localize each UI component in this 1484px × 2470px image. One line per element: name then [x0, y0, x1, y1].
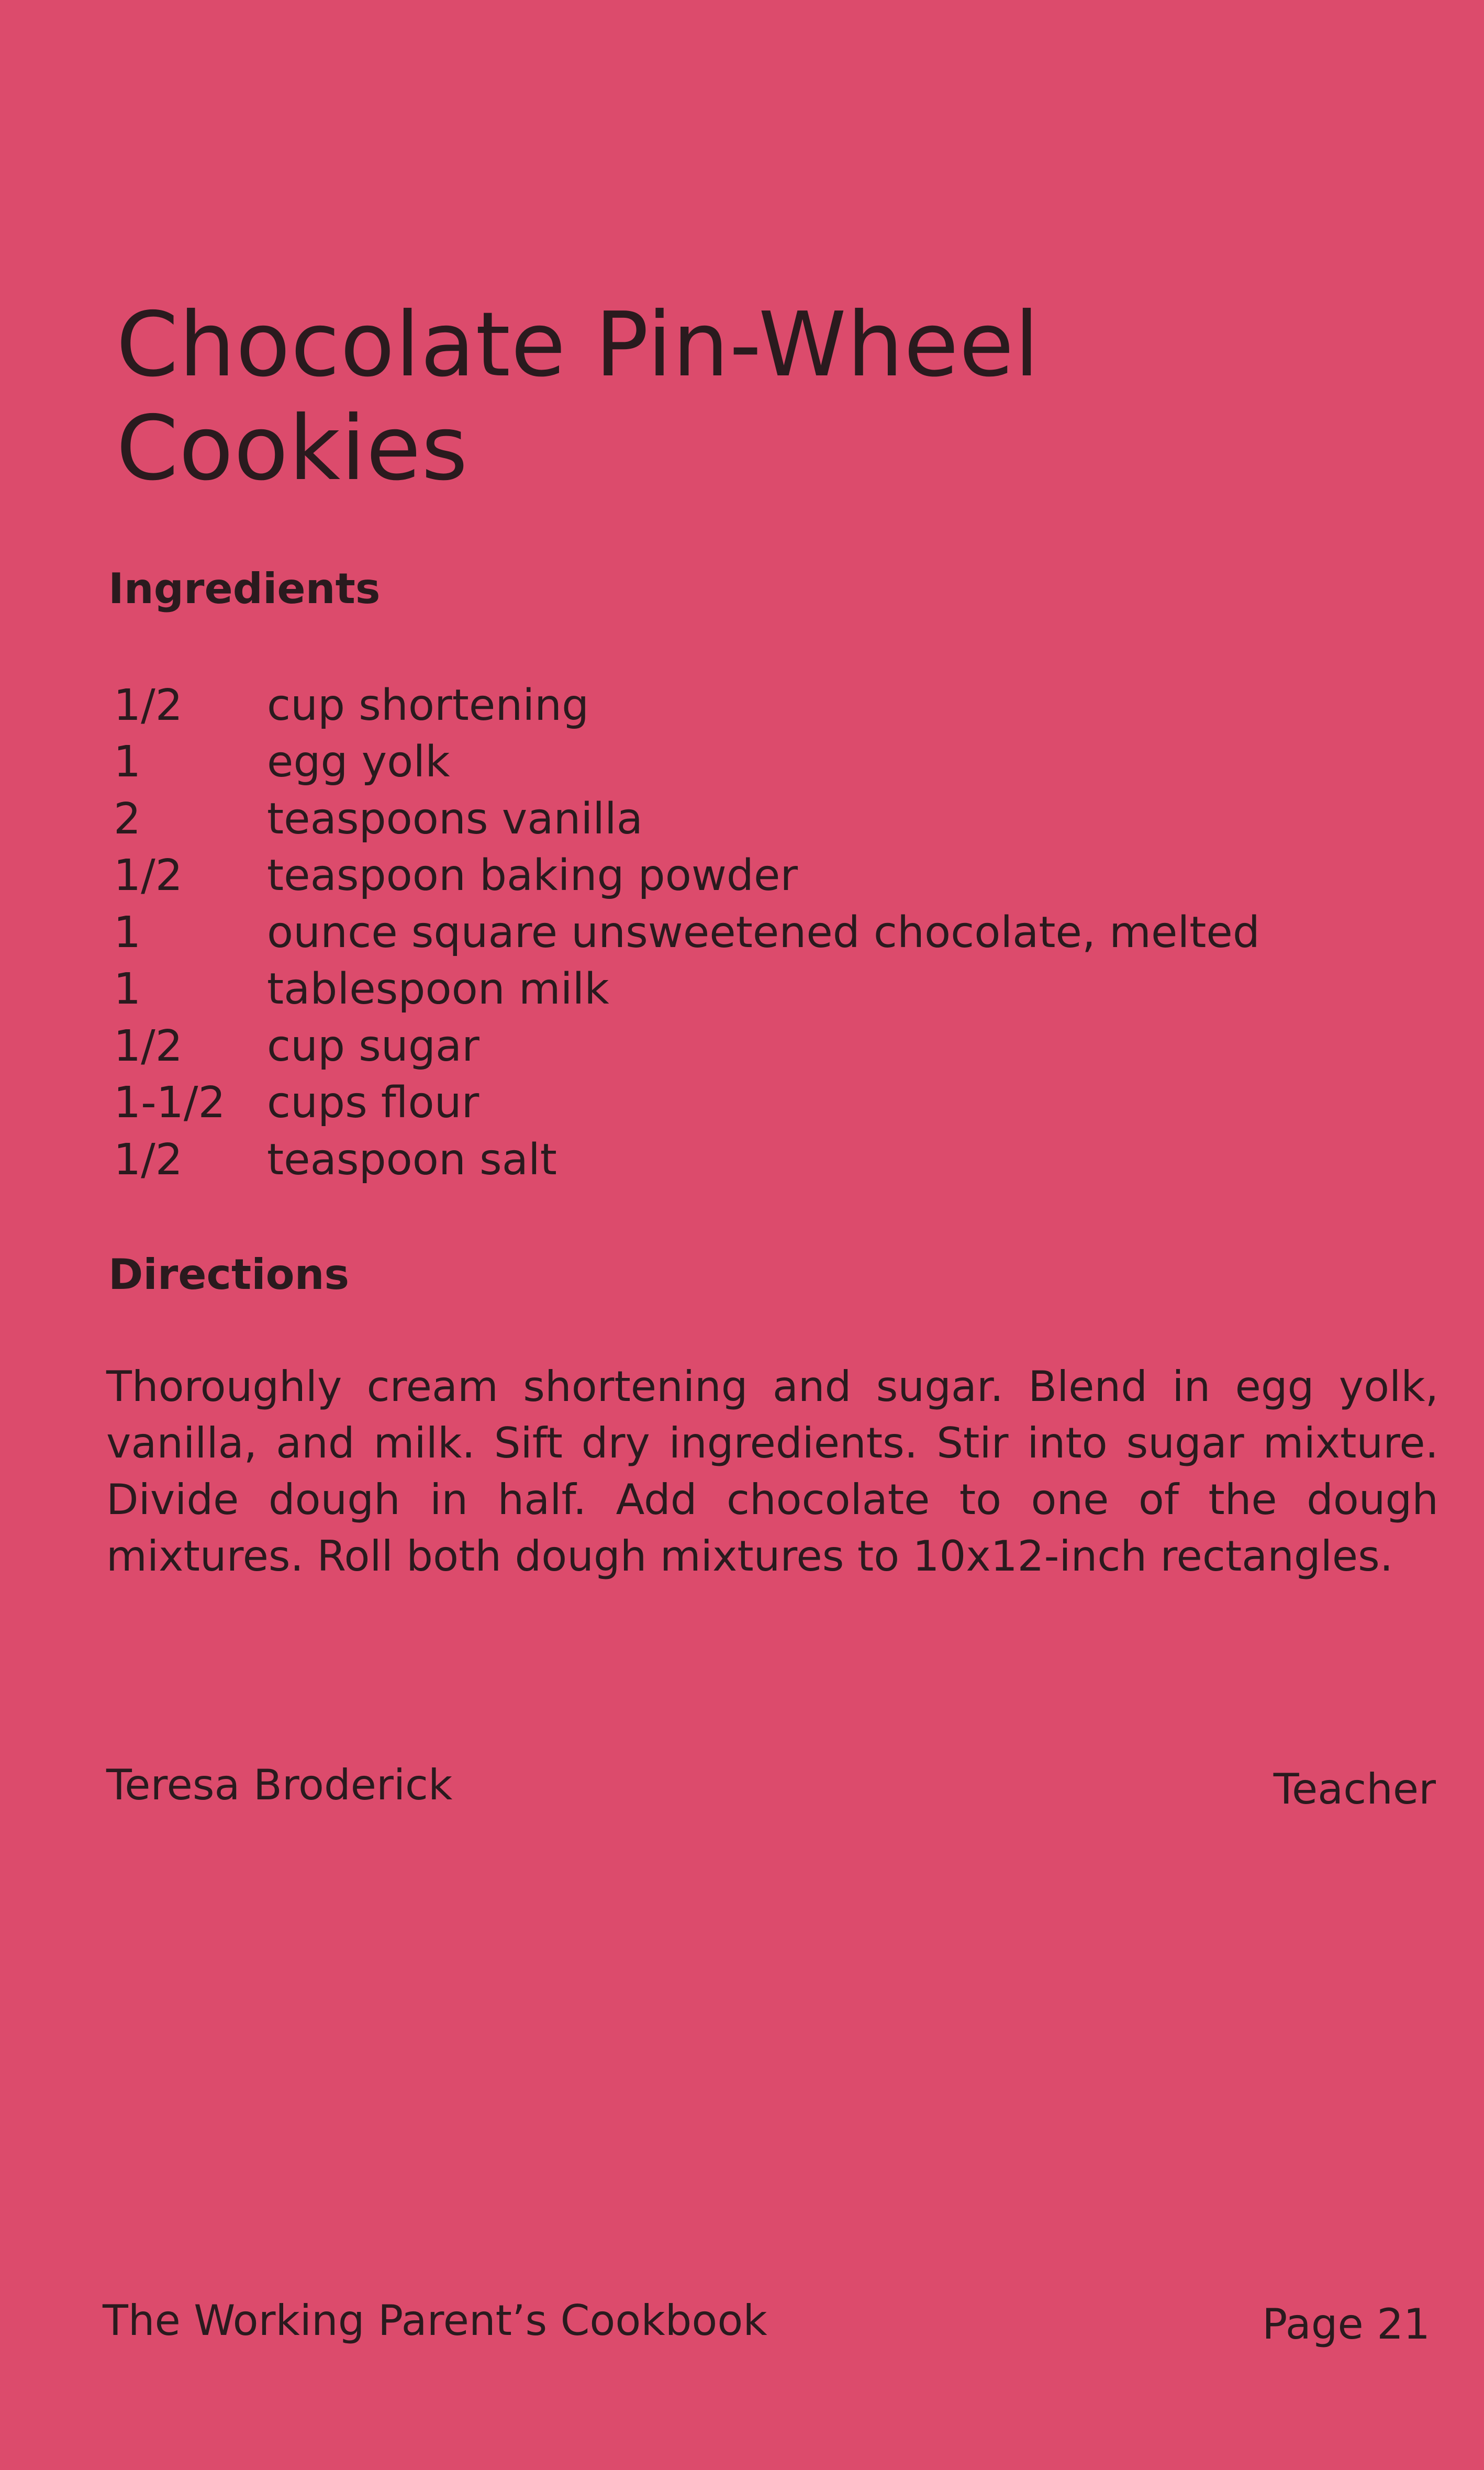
footer-page-number: Page 21	[1262, 2300, 1430, 2349]
ingredient-quantity: 1/2	[114, 1134, 183, 1185]
ingredient-name: egg yolk	[267, 737, 450, 787]
recipe-title-line-2: Cookies	[116, 397, 468, 500]
ingredient-name: cup shortening	[267, 680, 589, 730]
ingredient-quantity: 2	[114, 794, 141, 844]
ingredients-list	[114, 677, 1396, 1188]
ingredient-name: ounce square unsweetened chocolate, melted	[267, 907, 1260, 958]
ingredient-row	[114, 904, 1396, 961]
ingredient-quantity: 1	[114, 964, 141, 1015]
contributor-role: Teacher	[1273, 1765, 1436, 1813]
ingredient-quantity: 1/2	[114, 851, 183, 901]
ingredient-quantity: 1	[114, 907, 141, 958]
ingredient-name: cup sugar	[267, 1021, 479, 1071]
ingredients-heading: Ingredients	[108, 564, 381, 613]
ingredient-name: teaspoon salt	[267, 1134, 557, 1185]
ingredient-name: teaspoons vanilla	[267, 794, 643, 844]
contributor-name: Teresa Broderick	[106, 1761, 453, 1809]
ingredient-quantity: 1/2	[114, 1021, 183, 1071]
recipe-title	[116, 293, 1320, 500]
ingredient-quantity: 1	[114, 737, 141, 787]
ingredient-row	[114, 791, 1396, 848]
ingredient-name: tablespoon milk	[267, 964, 609, 1015]
ingredient-name: cups flour	[267, 1078, 479, 1128]
ingredient-quantity: 1-1/2	[114, 1078, 226, 1128]
directions-text: Thoroughly cream shortening and sugar. Blend in egg yolk, vanilla, and milk. Sift dry ingredients. Stir into sugar mixture. Divide dough in half. Add chocolate to one of the dough mixtures. Roll both dough mixtures to 10x12-inch rectangles.	[106, 1362, 1438, 1581]
recipe-title-line-1: Chocolate Pin-Wheel	[116, 293, 1040, 397]
ingredient-row	[114, 1075, 1396, 1132]
ingredient-quantity: 1/2	[114, 680, 183, 730]
ingredient-name: teaspoon baking powder	[267, 851, 798, 901]
footer-book-title: The Working Parent’s Cookbook	[103, 2296, 767, 2345]
directions-heading: Directions	[108, 1250, 350, 1299]
ingredient-row	[114, 961, 1396, 1018]
ingredient-row	[114, 1131, 1396, 1188]
ingredient-row	[114, 734, 1396, 791]
ingredient-row	[114, 677, 1396, 734]
ingredient-row	[114, 848, 1396, 905]
ingredient-row	[114, 1018, 1396, 1075]
